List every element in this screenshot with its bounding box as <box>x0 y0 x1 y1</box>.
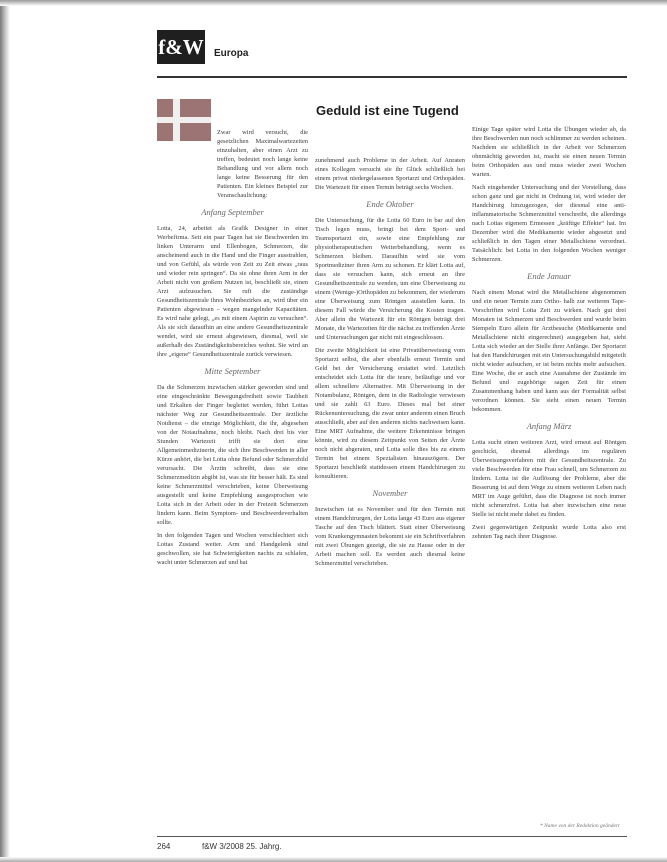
issue-info: f&W 3/2008 25. Jahrg. <box>202 842 282 851</box>
page-number: 264 <box>157 842 171 851</box>
subheading: November <box>372 488 408 498</box>
footnote: * Name von der Redaktion geändert <box>540 823 620 829</box>
article-column-2 <box>315 128 465 572</box>
body-paragraph: Die Untersuchung, für die Lotta 60 Euro in bar auf den Tisch legen muss, bringt bei dem Sport- und Teamsportarzt ein, sowie eine Empfehlung zur physiotherapeutischen Weiterbehandlung, wenn es Schmerzen bleiben. Daraufhin wird sie vom Sportmediziner ihren Arm zu schonen. Er klärt Lotta auf, dass sie versuchen kann, sich erneut an ihre Gesundheitszentrale zu wenden, um eine Überweisung zu einem (Wenige-)Orthopäden zu bekommen, der wiederum eine Überweisung zum Röntgen ausstellen kann. In diesem Fall würde die Versicherung die Kosten tragen. Aber allein die Wartezeit für ein Röntgen beträgt drei Monate, die Wartezeiten für die nächst zu treffenden Ärzte und Untersuchungen gar nicht mit eingeschlossen. <box>315 217 465 341</box>
body-paragraph: Lotta sucht einen weiteren Arzt, wird erneut auf Röntgen geschickt, diesmal allerdings im regulären Überweisungsverfahren mit der Gesundheitszentrale. Zu viele Beschwerden für eine Frau schnell, um Schmerzen zu lindern. Lotta ist die Auflösung der Probleme, aber die Besserung ist auf dem Wege zu einem weiteren Leben nach MRT im Auge geführt, dass die Diagnose ist noch immer nicht schmerzfrei. Lotta hat aber inzwischen eine neue Stelle ist nicht mehr dabei zu finden. <box>472 439 626 518</box>
body-paragraph: Die zweite Möglichkeit ist eine Privatüberweisung vom Sportarzt selbst, die aber ebenfalls erneut Termin und Geld bei der Versicherung erstattet wird. Letztlich entscheidet sich Lotta für die teure, beiläufige und vor allem schnellere Alternative. Mit Überweisung in der Notambulanz, Röntgen, dem in die Radiologie verwiesen und sie zahlt 63 Euro. Dieses mal bei einer Rückenuntersuchung, die zwar unter anderem einen Bruch ausschließt, aber auf den anderen nichts nachweisen kann. Eine MRT Aufnahme, die weitere Erkenntnisse bringen könnte, wird zu diesem Zeitpunkt von Seiten der Ärzte noch nicht abgeraten, und Lotta solle dies bis zu einem Termin bei einem Spezialisten hinauszögern. Der Sportarzt beschließt stattdessen einem Handchirurgen zu konsultieren. <box>315 347 465 480</box>
article-headline: Geduld ist eine Tugend <box>316 103 459 118</box>
body-paragraph: Inzwischen ist es November und für den Termin mit einem Handchirurgen, der Lotta lange 43 Euro aus eigener Tasche auf den Tisch blättert. Statt einer Überweisung vom Krankengymnasten bekommt sie ein Schriftverfahren mit zwei Übungen gezeigt, die sie zu Hause oder in der Arbeit machen soll. Es werden auch diesmal keine Schmerzmittel verschrieben. <box>315 506 465 567</box>
subheading: Anfang September <box>201 207 264 217</box>
article-column-3 <box>472 125 626 545</box>
top-edge-shadow <box>0 0 667 6</box>
body-paragraph: Zwei gegenwärtigen Zeitpunkt wurde Lotta also erst zehnten Tag nach ihrer Diagnose. <box>472 524 626 540</box>
body-paragraph: In den folgenden Tagen und Wochen verschlechtert sich Lottas Zustand weiter. Arm und Handgelenk sind geschwollen, sie hat Schwierigkeiten nachts zu schlafen, wacht unter Schmerzen auf und hat <box>157 532 308 566</box>
page-spine-shadow <box>0 0 10 862</box>
header-rule <box>157 76 627 78</box>
subheading: Ende Oktober <box>366 199 414 209</box>
body-paragraph: Einige Tage später wird Lotta die Übungen wieder ab, da ihre Beschwerden nun noch schlimmer zu werden scheinen. Nachdem sie schließlich in der Arbeit vor Schmerzen ohnmächtig geworden ist, macht sie einen neuen Termin beim Orthopäden aus und muss wieder zwei Wochen warten. <box>472 126 626 178</box>
article-column-1 <box>157 128 308 571</box>
body-paragraph: zunehmend auch Probleme in der Arbeit. Auf Anraten eines Kollegen versucht sie ihr Glück schließlich bei einem privat niedergelassenen Sportarzt und Orthopäden. Die Wartezeit für einen Termin beträgt sechs Wochen. <box>315 157 465 191</box>
subheading: Anfang März <box>526 421 572 431</box>
subheading: Mitte September <box>204 366 261 376</box>
bottom-edge-shadow <box>0 857 667 862</box>
body-paragraph: Nach einem Monat wird die Metallschiene abgenommen und ein neuer Termin zum Ortho- halb zur weiteren Tape-Vorschriften wird Lotta Zeit zu wirken. Nach gut drei Monaten ist Schmerzen und Beschwerden und wurde beim Stempeln Euro allein für Arztbesuche (Medikamente und Metallschiene nicht eingerechnet) ausgegeben hat, sieht Lotta sich wieder an der Stelle ihrer Anfänge. Der Sportarzt hat den Handchirurgen mit ein Untersuchungsbild mitgeteilt nicht wieder aufsuchen, er ist beim nichts mehr aufsuchen. Eine Woche, die er auch eine Ausnahme der Zustände im Befund und zugehörige sagen Zeit für einen Zusammenhang haben und kann aus der Formalität selbst verordnen können. Sie sieht einen neuen Termin bekommen. <box>472 289 626 413</box>
subheading: Ende Januar <box>527 271 571 281</box>
body-paragraph: Da die Schmerzen inzwischen stärker geworden sind und eine eingeschränkte Bewegungsfreiheit sowie Taubheit und Erkalten der Finger begleitet werden, führt Lottas nächster Weg zur Gesundheitszentrale. Der ärztliche Notdienst – die einzige Möglichkeit, die ihr, abgesehen von der Notaufnahme, noch bleibt. Nach drei bis vier Stunden Wartezeit trifft sie dort eine Allgemeinmedizinerin, die sich ihre Beschwerden in aller Kürze anhört, die bei Lotta ohne Befund oder Schmerzbild verursacht. Die Ärztin schreibt, dass sie eine Schmerzmedizin abgibt ist, was sie für besser hält. Es sind keine Schmerzmittel verschrieben, keine Überweisung ausgestellt und keine Empfehlung ausgesprochen wie Lotta sich in der Arbeit oder in der Freizeit Schmerzen lindern kann. Beim Symptom- und Beschwerdeverhalten sollte. <box>157 384 308 526</box>
section-label: Europa <box>214 48 249 59</box>
magazine-logo: f&W <box>157 30 205 64</box>
body-paragraph: Lotta, 24, arbeitet als Grafik Designer in einer Werbefirma. Seit ein paar Tagen hat sie Beschwerden im linken Unterarm und Ellenbogen, Schmerzen, die anscheinend auch in die Hand und die Finger ausstrahlen, und von Gefühl, als würde von Zeit zu Zeit etwas „raus und wieder rein springen“. Da sie ohne ihren Arm in der Arbeit nicht von großem Nutzen ist, beschließt sie, einen Arzt aufzusuchen. Sie ruft die zuständige Gesundheitszentrale ihres Wohnbezirkes an, wird über ein Patienten abgewiesen – wegen mangelnder Kapazitäten. Es wird nahe gelegt, „es mit einem Aspirin zu versuchen“. Als sie sich daraufhin an eine andere Gesundheitszentrale wendet, wird sie erneut abgewiesen, diesmal, weil sie außerhalb des Zuständigkeitsbereiches wohnt. Sie wird an ihre „eigene“ Gesundheitszentrale zurück verwiesen. <box>157 225 308 358</box>
body-paragraph: Nach eingehender Untersuchung und der Vorstellung, dass schon ganz und gar nicht in Ordnung ist, wird wieder der Handchirurg hinzugezogen, der diesmal eine anti-inflammatorische Schmerzmittel verschreibt, die allerdings nach Lottas eigenem Ermessen „kräftige Effekte“ hat. Im Dezember wird die Medikamente wieder abgesetzt und schließlich in den Tagen einer Metallschiene verordnet. Tatsächlich: bei Lotta in den folgenden Wochen weniger Schmerzen. <box>472 184 626 263</box>
intro-paragraph: Zwar wird versucht, die gesetzlichen Maximalwartezeiten einzuhalten, aber einen Arzt zu treffen, bedeutet noch lange keine Behandlung und vor allem noch lange keine Besserung für den Patienten. Ein kleines Beispiel zur Veranschaulichung: <box>217 129 308 199</box>
footer-rule <box>157 836 627 837</box>
